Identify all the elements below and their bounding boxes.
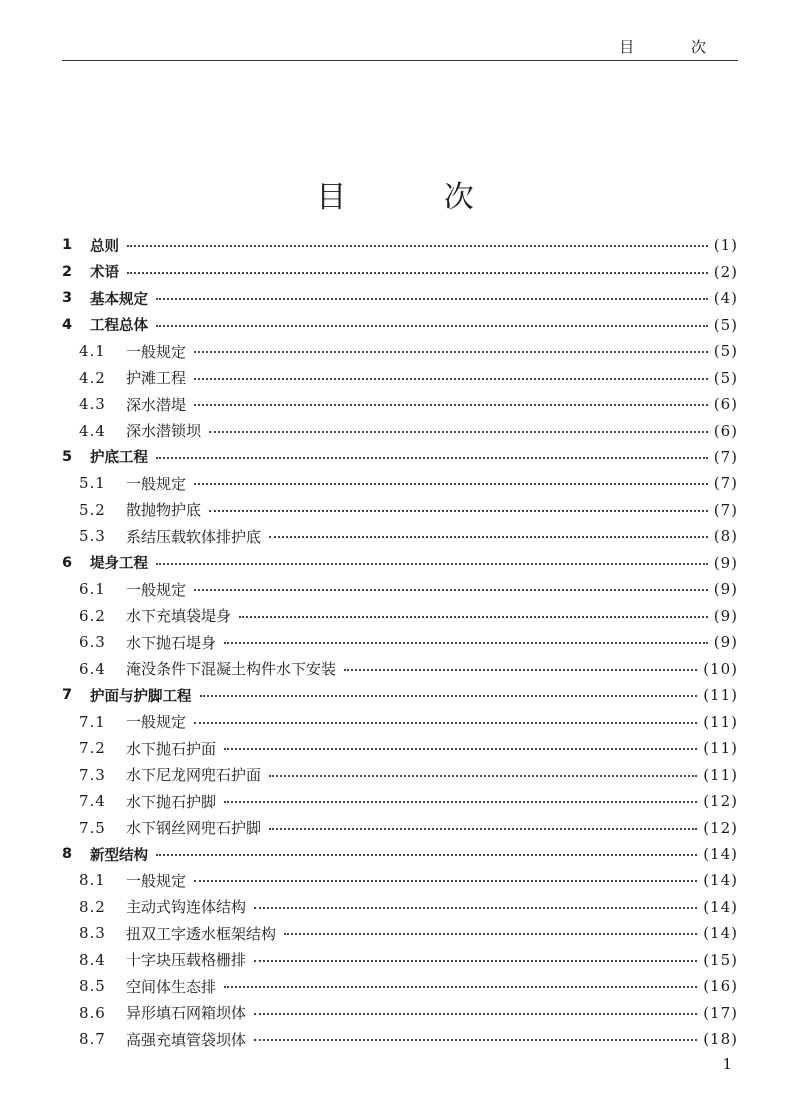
- toc-section-entry[interactable]: [62, 1026, 738, 1052]
- toc-entry-title: 系结压载软体排护底: [126, 527, 262, 546]
- toc-entry-page: (12): [703, 792, 738, 811]
- toc-entry-title: 一般规定: [126, 342, 187, 361]
- toc-entry-number: 8.7: [79, 1030, 106, 1049]
- toc-entry-page: (14): [703, 924, 738, 943]
- page-number: 1: [722, 1055, 732, 1073]
- dot-leader: [194, 589, 708, 591]
- toc-section-entry[interactable]: [62, 391, 738, 417]
- toc-entry-page: (2): [713, 262, 738, 281]
- dot-leader: [209, 510, 708, 512]
- toc-entry-title: 主动式钩连体结构: [126, 898, 247, 917]
- dot-leader: [194, 404, 708, 406]
- toc-entry-number: 6.3: [79, 633, 106, 652]
- toc-entry-page: (9): [713, 580, 738, 599]
- toc-entry-title: 护滩工程: [126, 369, 187, 388]
- running-header: 目 次: [619, 38, 732, 56]
- toc-entry-page: (14): [703, 897, 738, 916]
- toc-entry-page: (11): [703, 739, 738, 758]
- toc-entry-number: 8.1: [79, 871, 106, 890]
- dot-leader: [156, 854, 697, 856]
- dot-leader: [156, 325, 708, 327]
- dot-leader: [269, 828, 697, 830]
- toc-entry-page: (11): [703, 686, 738, 705]
- toc-entry-page: (9): [713, 553, 738, 572]
- toc-entry-page: (16): [703, 977, 738, 996]
- toc-entry-number: 7.5: [79, 818, 106, 837]
- toc-entry-title: 水下尼龙网兜石护面: [126, 766, 262, 785]
- toc-entry-page: (11): [703, 712, 738, 731]
- dot-leader: [254, 907, 697, 909]
- toc-entry-number: 4: [62, 316, 73, 333]
- toc-entry-page: (15): [703, 950, 738, 969]
- toc-entry-number: 4.2: [79, 368, 106, 387]
- toc-entry-number: 2: [62, 263, 73, 280]
- toc-chapter-entry[interactable]: [62, 841, 738, 867]
- toc-entry-page: (6): [713, 421, 738, 440]
- dot-leader: [209, 431, 708, 433]
- toc-entry-number: 8.2: [79, 897, 106, 916]
- dot-leader: [224, 986, 697, 988]
- toc-entry-number: 4.3: [79, 395, 106, 414]
- toc-entry-title: 基本规定: [90, 291, 148, 308]
- toc-entry-number: 8.3: [79, 924, 106, 943]
- toc-entry-title: 空间体生态排: [126, 977, 217, 996]
- dot-leader: [269, 536, 708, 538]
- table-of-contents: [62, 232, 738, 1053]
- toc-section-entry[interactable]: [62, 603, 738, 629]
- toc-entry-page: (18): [703, 1030, 738, 1049]
- toc-entry-page: (5): [713, 368, 738, 387]
- toc-entry-page: (7): [713, 500, 738, 519]
- toc-entry-title: 新型结构: [90, 847, 148, 864]
- toc-entry-title: 高强充填管袋坝体: [126, 1030, 247, 1049]
- toc-section-entry[interactable]: [62, 523, 738, 549]
- toc-entry-title: 深水潜锁坝: [126, 422, 202, 441]
- toc-entry-title: 堤身工程: [90, 556, 148, 573]
- toc-entry-number: 8.4: [79, 950, 106, 969]
- toc-entry-page: (14): [703, 871, 738, 890]
- dot-leader: [156, 563, 708, 565]
- dot-leader: [127, 245, 708, 247]
- toc-entry-number: 8.5: [79, 977, 106, 996]
- toc-entry-number: 8.6: [79, 1003, 106, 1022]
- toc-entry-title: 淹没条件下混凝土构件水下安装: [126, 660, 337, 679]
- toc-entry-page: (1): [713, 236, 738, 255]
- toc-entry-page: (7): [713, 447, 738, 466]
- toc-entry-title: 一般规定: [126, 474, 187, 493]
- toc-entry-number: 3: [62, 290, 73, 307]
- page-title: 目 次: [316, 180, 518, 215]
- toc-entry-page: (8): [713, 527, 738, 546]
- toc-chapter-entry[interactable]: [62, 444, 738, 470]
- toc-entry-number: 5.1: [79, 474, 106, 493]
- toc-section-entry[interactable]: [62, 656, 738, 682]
- toc-entry-number: 6.2: [79, 606, 106, 625]
- toc-entry-number: 4.1: [79, 342, 106, 361]
- dot-leader: [224, 801, 697, 803]
- toc-entry-number: 7.4: [79, 792, 106, 811]
- toc-section-entry[interactable]: [62, 708, 738, 734]
- toc-entry-page: (9): [713, 633, 738, 652]
- dot-leader: [156, 298, 708, 300]
- toc-entry-page: (5): [713, 315, 738, 334]
- dot-leader: [200, 695, 698, 697]
- dot-leader: [194, 378, 708, 380]
- toc-entry-title: 水下抛石护脚: [126, 792, 217, 811]
- toc-entry-page: (10): [703, 659, 738, 678]
- toc-entry-page: (9): [713, 606, 738, 625]
- toc-entry-title: 一般规定: [126, 871, 187, 890]
- dot-leader: [254, 1013, 697, 1015]
- dot-leader: [254, 1039, 697, 1041]
- toc-entry-number: 1: [62, 237, 73, 254]
- toc-section-entry[interactable]: [62, 761, 738, 787]
- toc-section-entry[interactable]: [62, 1000, 738, 1026]
- toc-section-entry[interactable]: [62, 894, 738, 920]
- toc-entry-number: 5.2: [79, 500, 106, 519]
- toc-entry-number: 6.4: [79, 659, 106, 678]
- toc-entry-page: (5): [713, 342, 738, 361]
- dot-leader: [194, 351, 708, 353]
- header-rule: [62, 60, 738, 61]
- toc-entry-title: 十字块压载格栅排: [126, 951, 247, 970]
- toc-section-entry[interactable]: [62, 788, 738, 814]
- toc-entry-title: 深水潜堤: [126, 395, 187, 414]
- toc-section-entry[interactable]: [62, 947, 738, 973]
- toc-entry-number: 8: [62, 846, 73, 863]
- toc-section-entry[interactable]: [62, 629, 738, 655]
- toc-entry-title: 扭双工字透水框架结构: [126, 924, 277, 943]
- dot-leader: [284, 933, 697, 935]
- dot-leader: [194, 483, 708, 485]
- toc-entry-number: 4.4: [79, 421, 106, 440]
- dot-leader: [224, 642, 708, 644]
- toc-entry-title: 术语: [90, 265, 119, 282]
- dot-leader: [156, 457, 708, 459]
- toc-entry-number: 6.1: [79, 580, 106, 599]
- toc-entry-number: 7.1: [79, 712, 106, 731]
- toc-entry-title: 护面与护脚工程: [90, 688, 192, 705]
- toc-section-entry[interactable]: [62, 867, 738, 893]
- toc-entry-page: (7): [713, 474, 738, 493]
- toc-section-entry[interactable]: [62, 470, 738, 496]
- toc-entry-title: 异形填石网箱坝体: [126, 1004, 247, 1023]
- toc-entry-title: 水下抛石护面: [126, 739, 217, 758]
- dot-leader: [239, 616, 708, 618]
- toc-chapter-entry[interactable]: [62, 285, 738, 311]
- dot-leader: [127, 272, 708, 274]
- toc-chapter-entry[interactable]: [62, 311, 738, 337]
- dot-leader: [194, 722, 697, 724]
- toc-entry-number: 7.2: [79, 739, 106, 758]
- toc-section-entry[interactable]: [62, 338, 738, 364]
- toc-entry-page: (4): [713, 289, 738, 308]
- dot-leader: [254, 960, 697, 962]
- toc-entry-title: 工程总体: [90, 318, 148, 335]
- toc-entry-title: 水下抛石堤身: [126, 633, 217, 652]
- toc-chapter-entry[interactable]: [62, 550, 738, 576]
- toc-chapter-entry[interactable]: [62, 232, 738, 258]
- toc-entry-title: 散抛物护底: [126, 501, 202, 520]
- toc-section-entry[interactable]: [62, 576, 738, 602]
- toc-entry-page: (17): [703, 1003, 738, 1022]
- toc-entry-title: 护底工程: [90, 450, 148, 467]
- dot-leader: [194, 880, 697, 882]
- toc-section-entry[interactable]: [62, 417, 738, 443]
- toc-entry-title: 总则: [90, 238, 119, 255]
- toc-entry-title: 水下充填袋堤身: [126, 607, 232, 626]
- dot-leader: [269, 775, 697, 777]
- toc-section-entry[interactable]: [62, 735, 738, 761]
- dot-leader: [224, 748, 697, 750]
- toc-section-entry[interactable]: [62, 814, 738, 840]
- toc-entry-page: (11): [703, 765, 738, 784]
- toc-section-entry[interactable]: [62, 497, 738, 523]
- toc-entry-title: 水下钢丝网兜石护脚: [126, 819, 262, 838]
- toc-entry-page: (6): [713, 395, 738, 414]
- toc-chapter-entry[interactable]: [62, 258, 738, 284]
- toc-chapter-entry[interactable]: [62, 682, 738, 708]
- toc-entry-number: 7: [62, 687, 73, 704]
- toc-entry-page: (14): [703, 845, 738, 864]
- toc-entry-number: 7.3: [79, 765, 106, 784]
- toc-entry-title: 一般规定: [126, 713, 187, 732]
- toc-section-entry[interactable]: [62, 364, 738, 390]
- toc-entry-number: 6: [62, 554, 73, 571]
- dot-leader: [344, 669, 697, 671]
- toc-section-entry[interactable]: [62, 973, 738, 999]
- toc-entry-number: 5.3: [79, 527, 106, 546]
- toc-entry-number: 5: [62, 448, 73, 465]
- toc-section-entry[interactable]: [62, 920, 738, 946]
- toc-entry-title: 一般规定: [126, 580, 187, 599]
- toc-entry-page: (12): [703, 818, 738, 837]
